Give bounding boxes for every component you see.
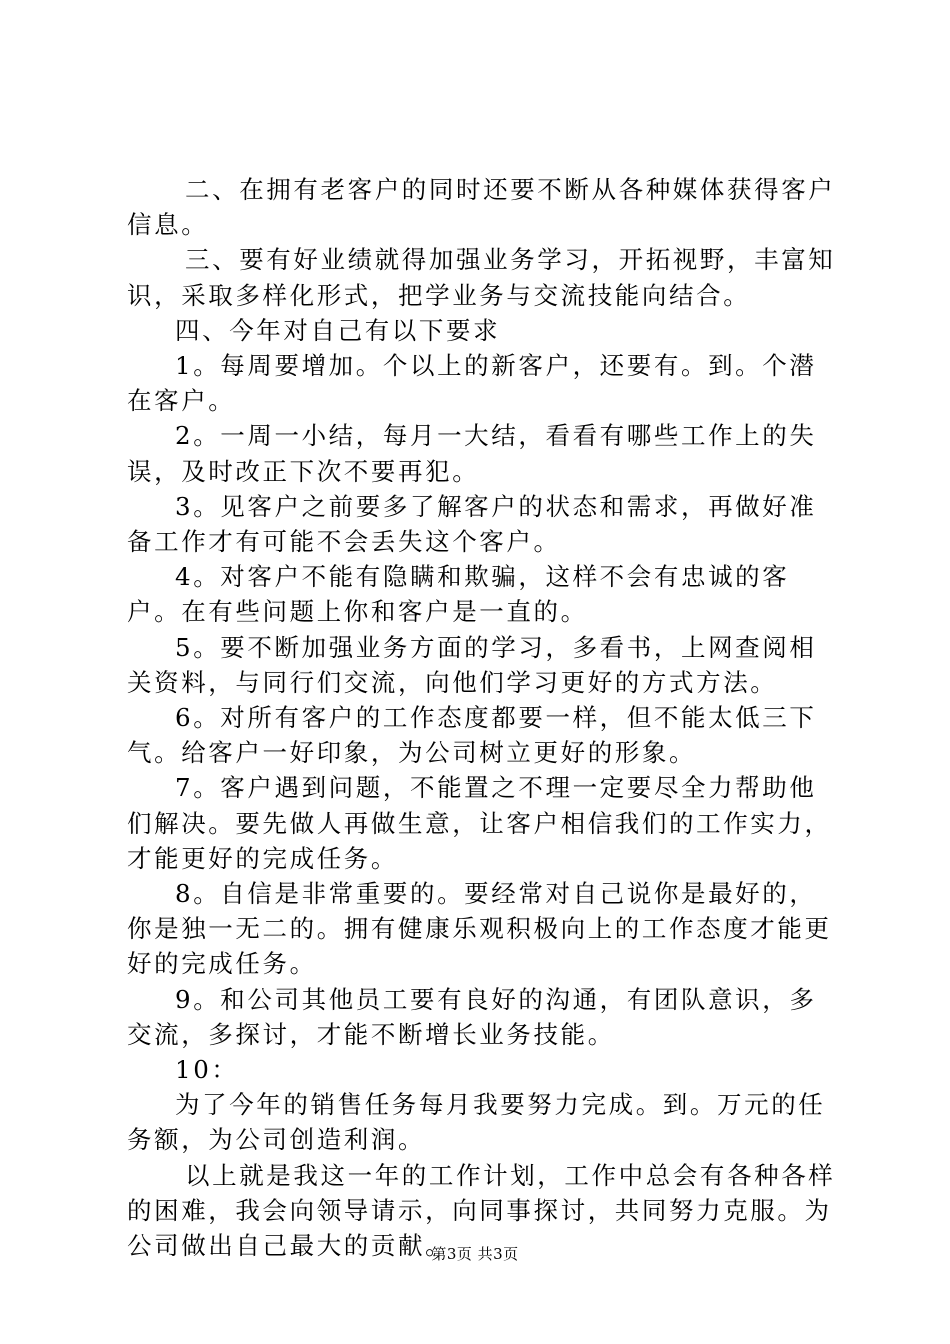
- list-item-4: 4。对客户不能有隐瞒和欺骗，这样不会有忠诚的客户。在有些问题上你和客户是一直的。: [127, 562, 790, 627]
- list-item-1: 1。每周要增加。个以上的新客户，还要有。到。个潜在客户。: [127, 351, 817, 416]
- list-item-2: 2。一周一小结，每月一大结，看看有哪些工作上的失误，及时改正下次不要再犯。: [127, 421, 817, 486]
- list-item-3: 3。见客户之前要多了解客户的状态和需求，再做好准备工作才有可能不会丢失这个客户。: [127, 491, 817, 557]
- page-number-label: 第3页 共3页: [431, 1245, 519, 1263]
- list-item-7: 7。客户遇到问题，不能置之不理一定要尽全力帮助他们解决。要先做人再做生意，让客户相信我们的工作实力，才能更好的完成任务。: [127, 773, 832, 873]
- list-item-8: 8。自信是非常重要的。要经常对自己说你是最好的，你是独一无二的。拥有健康乐观积极向上的工作态度才能更好的完成任务。: [127, 879, 832, 979]
- paragraph-business-study: 三、要有好业绩就得加强业务学习，开拓视野，丰富知识，采取多样化形式，把学业务与交流技能向结合。: [127, 245, 836, 310]
- list-item-9: 9。和公司其他员工要有良好的沟通，有团队意识，多交流，多探讨，才能不断增长业务技能。: [127, 984, 817, 1049]
- paragraph-closing: 以上就是我这一年的工作计划，工作中总会有各种各样的困难，我会向领导请示，向同事探讨，共同努力克服。为公司做出自己最大的贡献。: [127, 1160, 836, 1261]
- list-item-5: 5。要不断加强业务方面的学习，多看书，上网查阅相关资料，与同行们交流，向他们学习更好的方式方法。: [127, 632, 817, 697]
- paragraph-requirements-heading: 四、今年对自己有以下要求: [175, 315, 501, 345]
- document-body: [127, 172, 839, 1263]
- paragraph-customer-info: 二、在拥有老客户的同时还要不断从各种媒体获得客户信息。: [127, 175, 836, 240]
- page-footer: [0, 1243, 950, 1264]
- list-item-6: 6。对所有客户的工作态度都要一样，但不能太低三下气。给客户一好印象，为公司树立更好的形象。: [127, 703, 817, 768]
- list-item-10: 10：: [175, 1055, 239, 1085]
- paragraph-sales-goal: 为了今年的销售任务每月我要努力完成。到。万元的任务额，为公司创造利润。: [127, 1090, 826, 1155]
